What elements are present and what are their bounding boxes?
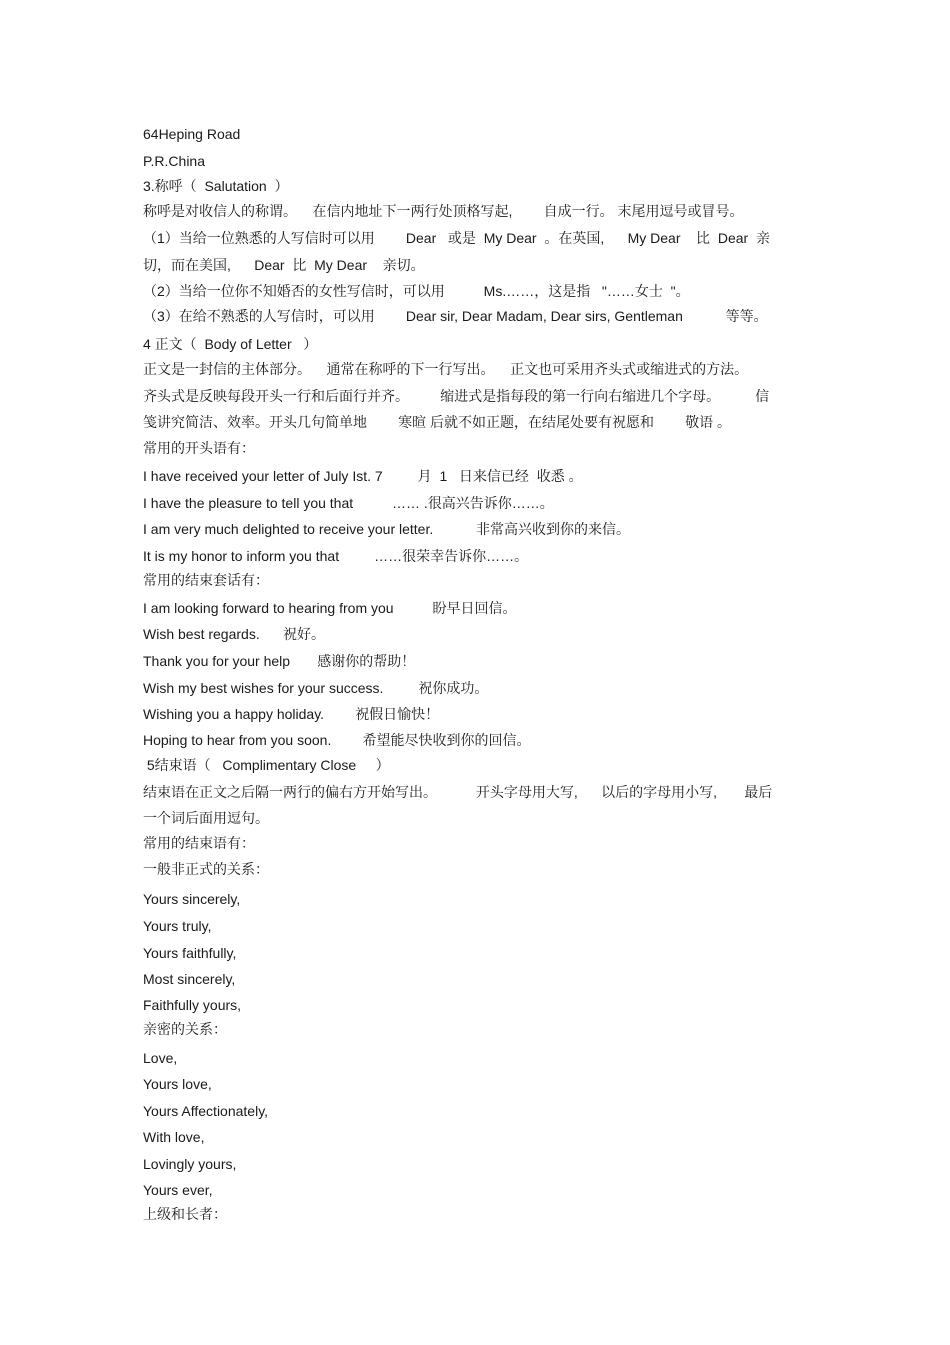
section-heading-body: 4 正文（ Body of Letter ）	[143, 336, 318, 352]
list-heading: 上级和长者：	[143, 1206, 227, 1222]
phrase-line: Thank you for your help 感谢你的帮助！	[143, 653, 416, 669]
paragraph-line: 齐头式是反映每段开头一行和后面行并齐。 缩进式是指每段的第一行向右缩进几个字母。 信	[143, 388, 770, 404]
closing-phrase: Yours ever,	[143, 1182, 213, 1198]
list-heading: 常用的结束套话有：	[143, 572, 269, 588]
address-line-2: P.R.China	[143, 153, 206, 169]
phrase-line: I am very much delighted to receive your letter. 非常高兴收到你的来信。	[143, 521, 631, 537]
closing-phrase: Yours truly,	[143, 918, 212, 934]
list-heading: 亲密的关系：	[143, 1021, 227, 1037]
closing-phrase: Lovingly yours,	[143, 1156, 237, 1172]
paragraph-line: 称呼是对收信人的称谓。 在信内地址下一两行处顶格写起, 自成一行。 末尾用逗号或冒号。	[143, 203, 744, 219]
closing-phrase: Yours love,	[143, 1076, 212, 1092]
paragraph-line: 笺讲究简洁、效率。开头几句简单地 寒暄 后就不如正题，在结尾处要有祝愿和 敬语 。	[143, 414, 732, 430]
list-heading: 常用的开头语有：	[143, 440, 255, 456]
paragraph-line: 切，而在美国, Dear 比 My Dear 亲切。	[143, 257, 425, 273]
paragraph-line: 正文是一封信的主体部分。 通常在称呼的下一行写出。 正文也可采用齐头式或缩进式的方法。	[143, 361, 749, 377]
paragraph-line: 一个词后面用逗句。	[143, 810, 269, 826]
section-heading-salutation: 3.称呼（ Salutation ）	[143, 178, 289, 194]
phrase-line: I have the pleasure to tell you that …… .很高兴告诉你……。	[143, 495, 554, 511]
paragraph-line: 结束语在正文之后隔一两行的偏右方开始写出。 开头字母用大写, 以后的字母用小写, 最后	[143, 784, 773, 800]
closing-phrase: Most sincerely,	[143, 971, 236, 987]
closing-phrase: Faithfully yours,	[143, 997, 242, 1013]
phrase-line: Wish best regards. 祝好。	[143, 626, 326, 642]
list-heading: 一般非正式的关系：	[143, 861, 269, 877]
phrase-line: Wish my best wishes for your success. 祝你成功。	[143, 680, 489, 696]
phrase-line: I am looking forward to hearing from you 盼早日回信。	[143, 600, 517, 616]
paragraph-line: （3）在给不熟悉的人写信时，可以用 Dear sir, Dear Madam, Dear sirs, Gentleman 等等。	[143, 308, 768, 324]
paragraph-line: （2）当给一位你不知婚否的女性写信时，可以用 Ms.……，这是指 "……女士 "。	[143, 283, 690, 299]
phrase-line: Wishing you a happy holiday. 祝假日愉快！	[143, 706, 440, 722]
list-heading: 常用的结束语有：	[143, 835, 255, 851]
phrase-line: Hoping to hear from you soon. 希望能尽快收到你的回信。	[143, 732, 531, 748]
closing-phrase: With love,	[143, 1129, 205, 1145]
closing-phrase: Yours sincerely,	[143, 891, 241, 907]
closing-phrase: Yours Affectionately,	[143, 1103, 269, 1119]
closing-phrase: Yours faithfully,	[143, 945, 237, 961]
phrase-line: It is my honor to inform you that ……很荣幸告诉你……。	[143, 548, 529, 564]
section-heading-closing: 5结束语（ Complimentary Close ）	[143, 757, 390, 773]
closing-phrase: Love,	[143, 1050, 178, 1066]
paragraph-line: （1）当给一位熟悉的人写信时可以用 Dear 或是 My Dear 。在英国, My Dear 比 Dear 亲	[143, 230, 770, 246]
phrase-line: I have received your letter of July Ist. 7 月 1 日来信已经 收悉 。	[143, 468, 583, 484]
address-line-1: 64Heping Road	[143, 126, 241, 142]
